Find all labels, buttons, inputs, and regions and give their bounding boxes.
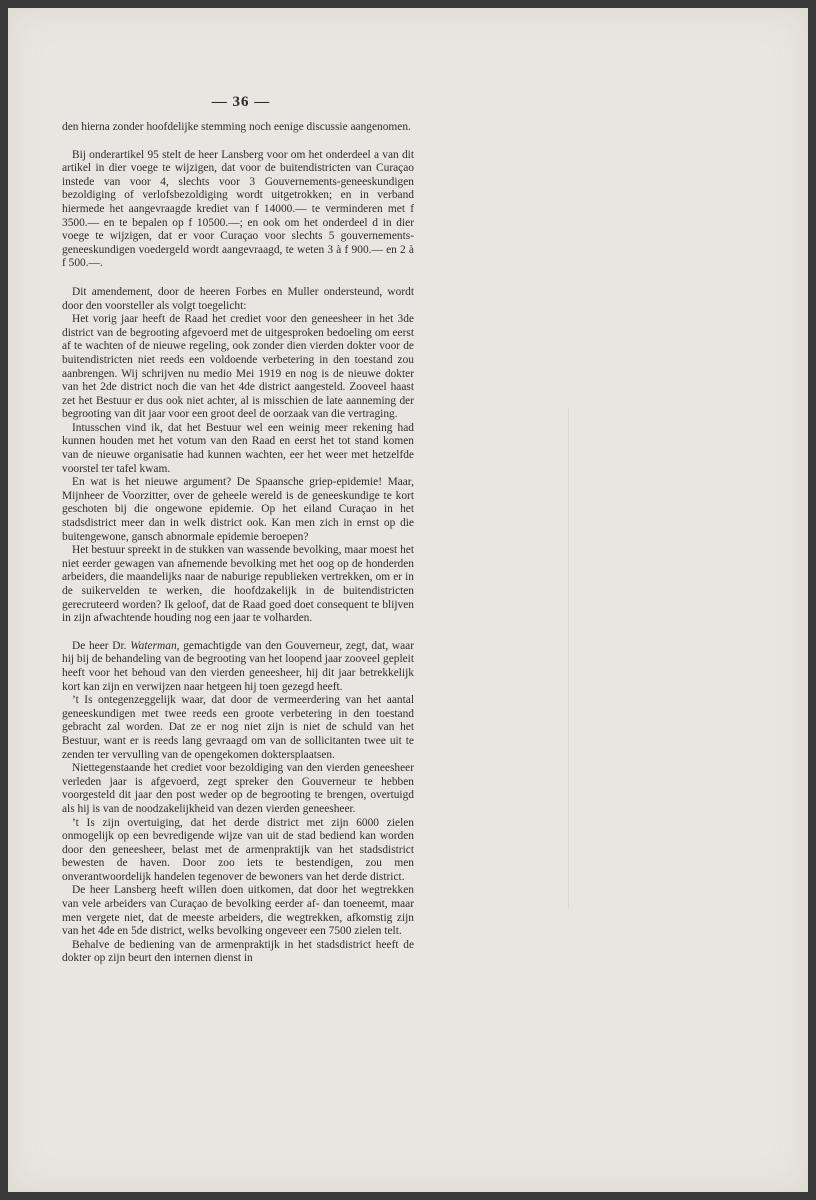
paragraph-amendment-support: Dit amendement, door de heeren Forbes en Muller ondersteund, wordt door den voorsteller als volgt toegelicht: (62, 285, 414, 312)
paragraph-amendment-proposal: Bij onderartikel 95 stelt de heer Lansberg voor om het onderdeel a van dit artikel in dier voege te wijzigen, dat voor de buitendistricten van Curaçao instede van voor 4, slechts voor 3 Gouvernements-geneeskundigen bezoldiging of verlofsbezoldiging wordt uitgetrokken; en in verband hiermede het aangevraagde krediet van f 14000.— te verminderen met f 3500.— en te bepalen op f 10500.—; en ook om het onderdeel d in dier voege te wijzigen, dat er voor Curaçao voor slechts 5 gouvernements-geneeskundigen voedergeld wordt aangevraagd, te weten 3 à f 900.— en 2 à f 500.—. (62, 148, 414, 270)
waterman-statement: , gemachtigde van den Gouverneur, zegt, dat, waar hij bij de behandeling van de begrooting van het loopend jaar zooveel gepleit heeft voor het behoud van den vierden geneesheer, hij dit jaar betrekkelijk kort kan zijn en verwijzen naar hetgeen hij toen gezegd heeft. (62, 639, 414, 693)
paragraph-continuation: den hierna zonder hoofdelijke stemming noch eenige discussie aangenomen. (62, 121, 411, 133)
paragraph-previous-year: Het vorig jaar heeft de Raad het crediet voor den geneesheer in het 3de district van de begrooting afgevoerd met de uitgesproken bedoeling om eerst af te wachten of de nieuwe regeling, ook zonder dien vierden dokter voor de buitendistricten niet reeds een voldoende verbetering in den toestand zou aanbrengen. Wij schrijven nu medio Mei 1919 en nog is de nieuwe dokter van het 2de district noch die van het 4de district aangesteld. Zooveel haast zet het Bestuur er dus ook niet achter, al is misschien de late aanneming der begrooting van dit jaar voor een groot deel de oorzaak van die vertraging. (62, 313, 414, 421)
text-column (62, 121, 414, 966)
paragraph-internal-service: Behalve de bediening van de armenpraktijk in het stadsdistrict heeft de dokter op zijn beurt den internen dienst in (62, 938, 414, 965)
paragraph-improvement: ’t Is ontegenzeggelijk waar, dat door de vermeerdering van het aantal geneeskundigen met twee reeds een groote verbetering in den toestand gebracht zal worden. Dat ze er nog niet zijn is niet de schuld van het Bestuur, want er is reeds lang gevraagd om van de sollicitanten twee uit te zenden ter vervulling van de opengekomen doktersplaatsen. (62, 694, 414, 761)
paragraph-waterman-reply (62, 640, 414, 694)
paragraph-lansberg-point: De heer Lansberg heeft willen doen uitkomen, dat door het wegtrekken van vele arbeiders van Curaçao de bevolking eerder af- dan toeneemt, maar men vergete niet, dat de meeste arbeiders, die wegtrekken, afkomstig zijn van het 4de en 5de district, welks bevolking ongeveer een 7500 zielen telt. (62, 884, 414, 938)
waterman-intro: De heer Dr. (72, 639, 131, 652)
paragraph-third-district: ’t Is zijn overtuiging, dat het derde district met zijn 6000 zielen onmogelijk op een bevredigende wijze van uit de stad bediend kan worden door den geneesheer, belast met de armenpraktijk van het stadsdistrict bewesten de haven. Door zoo iets te bestendigen, zou men onverantwoordelijk handelen tegenover de bewoners van het derde district. (62, 816, 414, 883)
paragraph-meanwhile: Intusschen vind ik, dat het Bestuur wel een weinig meer rekening had kunnen houden met het votum van den Raad en eerst het tot stand komen van de nieuwe organisatie had kunnen wachten, eer het weer met hetzelfde voorstel ter tafel kwam. (62, 421, 414, 475)
paragraph-credit: Niettegenstaande het crediet voor bezoldiging van den vierden geneesheer verleden jaar is afgevoerd, zegt spreker den Gouverneur te hebben voorgesteld dit jaar den post weder op de begrooting te brengen, overtuigd als hij is van de noodzakelijkheid van dezen vierden geneesheer. (62, 762, 414, 815)
paper-fold-line (568, 408, 569, 908)
document-page (8, 8, 808, 1192)
paragraph-new-argument: En wat is het nieuwe argument? De Spaansche griep-epidemie! Maar, Mijnheer de Voorzitter, over de geheele wereld is de geneeskundige te kort geschoten bij die ongewone epidemie. Op het eiland Curaçao in het stadsdistrict meer dan in welk district ook. Kan men zich in ernst op die buitengewone, gansch abnormale epidemie beroepen? (62, 476, 414, 543)
page-number: — 36 — (211, 94, 271, 110)
speaker-name-waterman: Waterman (130, 639, 177, 652)
paragraph-population: Het bestuur spreekt in de stukken van wassende bevolking, maar moest het niet eerder gewagen van afnemende bevolking met het oog op de honderden arbeiders, die maandelijks naar de naburige republieken vertrekken, om er in de suikervelden te werken, die hoofdzakelijk in de buitendistricten gerecruteerd worden? Ik geloof, dat de Raad goed doet consequent te blijven in zijn afwachtende houding nog een jaar te volharden. (62, 544, 414, 625)
